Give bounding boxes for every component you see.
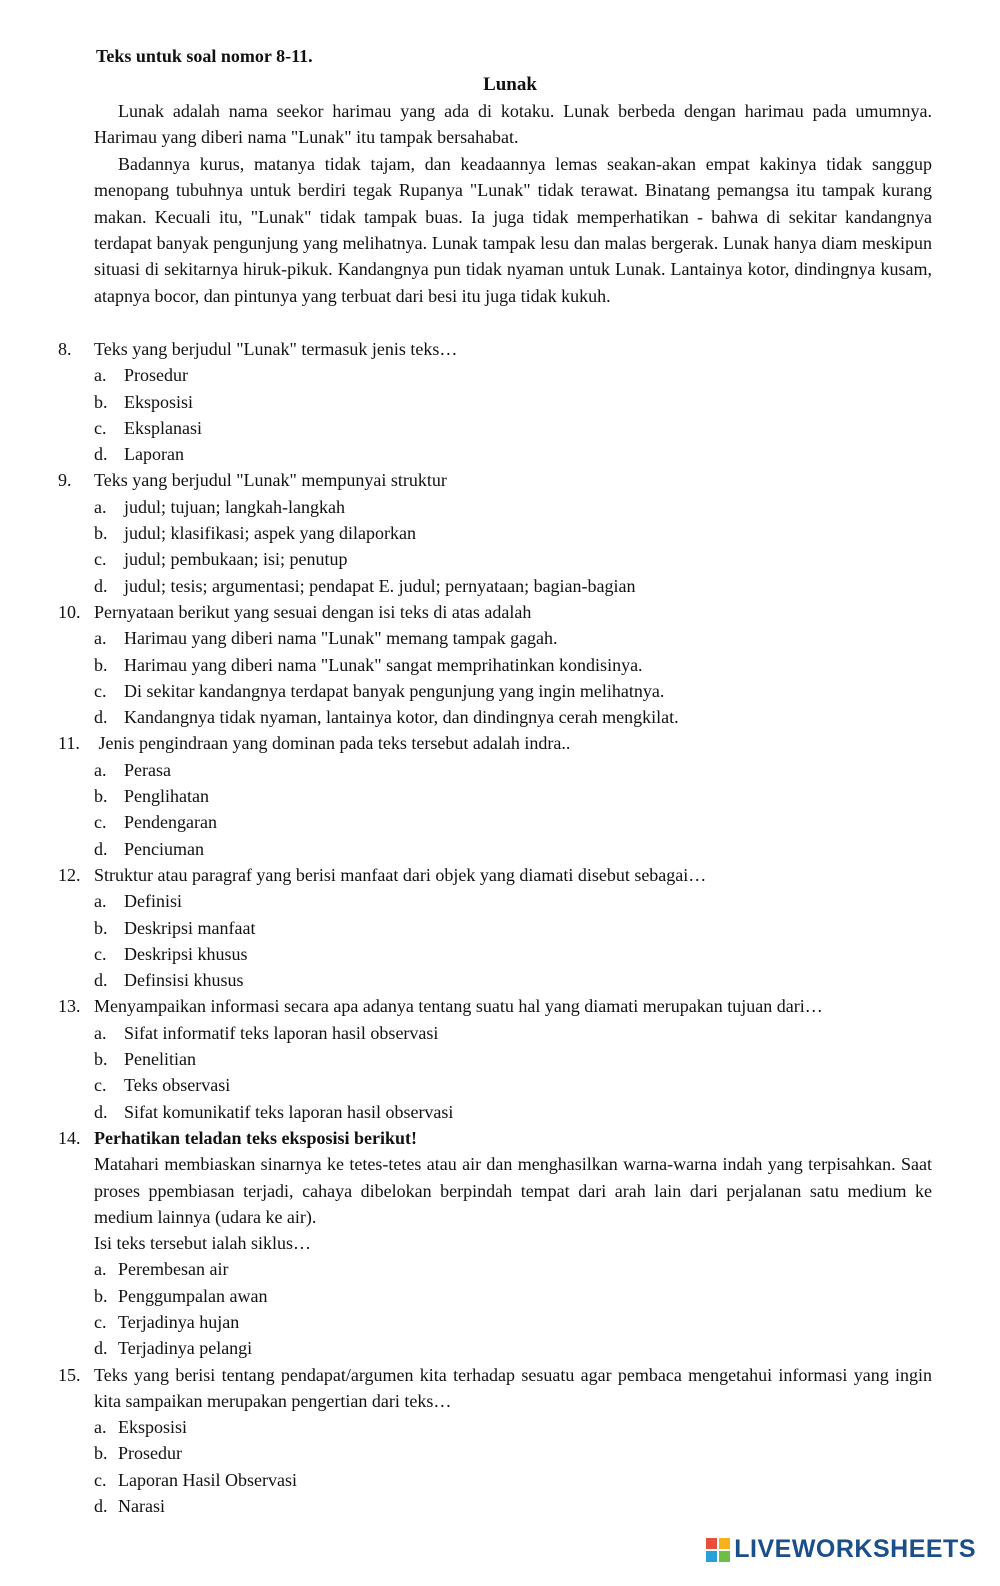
question-text: Teks yang berjudul "Lunak" termasuk jenis teks…	[94, 339, 458, 359]
question-number: 11.	[58, 733, 80, 754]
question-text: Teks yang berisi tentang pendapat/argumen kita terhadap sesuatu agar pembaca mengetahui informasi yang ingin kita sampaikan merupakan pengertian dari teks…	[94, 1364, 932, 1411]
option-letter: c.	[94, 812, 107, 833]
option-text: Eksposisi	[124, 391, 194, 412]
option-c[interactable]	[94, 415, 932, 441]
option-d[interactable]	[94, 836, 932, 862]
option-text: Terjadinya hujan	[118, 1311, 240, 1332]
option-text: Sifat informatif teks laporan hasil observasi	[124, 1022, 439, 1043]
option-c[interactable]	[94, 809, 932, 835]
option-d[interactable]	[94, 704, 932, 730]
option-letter: a.	[94, 496, 107, 517]
question-number: 15.	[58, 1364, 81, 1385]
option-a[interactable]	[94, 1020, 932, 1046]
question-11	[58, 730, 932, 861]
section-heading: Teks untuk soal nomor 8-11.	[96, 46, 313, 66]
option-letter: a.	[94, 365, 107, 386]
question-number: 9.	[58, 470, 72, 491]
question-12	[58, 862, 932, 993]
option-d[interactable]	[94, 441, 932, 467]
option-d[interactable]	[94, 1493, 932, 1519]
option-c[interactable]	[94, 941, 932, 967]
option-text: Perasa	[124, 759, 171, 780]
option-text: Deskripsi khusus	[124, 943, 248, 964]
option-d[interactable]	[94, 967, 932, 993]
question-number: 13.	[58, 996, 81, 1017]
option-d[interactable]	[94, 1099, 932, 1125]
option-text: Eksposisi	[118, 1417, 188, 1438]
question-text: Pernyataan berikut yang sesuai dengan isi teks di atas adalah	[94, 601, 532, 622]
option-text: Eksplanasi	[124, 417, 202, 438]
option-letter: c.	[94, 943, 107, 964]
option-letter: c.	[94, 1311, 107, 1332]
option-letter: b.	[94, 1285, 108, 1306]
option-c[interactable]	[94, 1072, 932, 1098]
option-text: Narasi	[118, 1496, 165, 1517]
question-text: Menyampaikan informasi secara apa adanya tentang suatu hal yang diamati merupakan tujuan dari…	[94, 996, 823, 1017]
question-number: 8.	[58, 339, 72, 359]
option-d[interactable]	[94, 573, 932, 599]
option-letter: d.	[94, 575, 108, 596]
option-a[interactable]	[94, 494, 932, 520]
option-letter: a.	[94, 1259, 107, 1280]
option-letter: d.	[94, 1101, 108, 1122]
question-8	[58, 336, 932, 467]
option-d[interactable]	[94, 1335, 932, 1361]
option-text: Penciuman	[124, 838, 204, 859]
question-text: Teks yang berjudul "Lunak" mempunyai struktur	[94, 470, 447, 491]
option-text: Prosedur	[118, 1443, 182, 1464]
option-b[interactable]	[94, 652, 932, 678]
option-a[interactable]	[94, 757, 932, 783]
option-letter: a.	[94, 759, 107, 780]
question-9	[58, 467, 932, 598]
option-text: Penglihatan	[124, 786, 209, 807]
option-letter: b.	[94, 786, 108, 807]
option-letter: b.	[94, 391, 108, 412]
question-text: Perhatikan teladan teks eksposisi berikut!	[94, 1127, 418, 1148]
option-letter: c.	[94, 549, 107, 570]
logo-square	[706, 1538, 717, 1549]
story-paragraph: Badannya kurus, matanya tidak tajam, dan keadaannya lemas seakan-akan empat kakinya tidak sanggup menopang tubuhnya untuk berdiri tegak Rupanya "Lunak" tidak terawat. Binatang pemangsa itu tampak kurang makan. Kecuali itu, "Lunak" tidak tampak buas. Ia juga tidak memperhatikan - bahwa di sekitar kandangnya terdapat banyak pengunjung yang melihatnya. Lunak tampak lesu dan malas bergerak. Lunak hanya diam meskipun situasi di sekitarnya hiruk-pikuk. Kandangnya pun tidak nyaman untuk Lunak. Lantainya kotor, dindingnya kusam, atapnya bocor, dan pintunya yang terbuat dari besi itu juga tidak kukuh.	[94, 153, 932, 306]
question-list	[58, 336, 932, 1519]
option-text: Definisi	[124, 891, 182, 912]
option-text: Perembesan air	[118, 1259, 229, 1280]
option-text: Terjadinya pelangi	[118, 1338, 253, 1359]
option-c[interactable]	[94, 546, 932, 572]
liveworksheets-logo-icon	[706, 1538, 730, 1562]
logo-square	[706, 1551, 717, 1562]
option-text: judul; pembukaan; isi; penutup	[124, 549, 348, 570]
option-text: Harimau yang diberi nama "Lunak" sangat memprihatinkan kondisinya.	[124, 654, 643, 675]
question-number: 12.	[58, 864, 81, 885]
option-letter: b.	[94, 1049, 108, 1070]
question-prompt: Isi teks tersebut ialah siklus…	[94, 1233, 311, 1254]
logo-text: LIVEWORKSHEETS	[734, 1535, 976, 1563]
option-text: Kandangnya tidak nyaman, lantainya kotor, dan dindingnya cerah mengkilat.	[124, 707, 679, 728]
question-15	[58, 1362, 932, 1520]
story-title: Lunak	[483, 74, 537, 95]
option-c[interactable]	[94, 1309, 932, 1335]
option-a[interactable]	[94, 1256, 932, 1282]
question-14	[58, 1125, 932, 1362]
option-text: Harimau yang diberi nama "Lunak" memang tampak gagah.	[124, 628, 558, 649]
option-letter: b.	[94, 917, 108, 938]
question-text: Struktur atau paragraf yang berisi manfaat dari objek yang diamati disebut sebagai…	[94, 864, 707, 885]
exposition-passage: Matahari membiaskan sinarnya ke tetes-tetes atau air dan menghasilkan warna-warna indah yang terpisahkan. Saat proses ppembiasan terjadi, cahaya dibelokan berpindah tempat dari arah lain dari perjalanan satu medium ke medium lainnya (udara ke air).	[94, 1154, 932, 1227]
option-text: Sifat komunikatif teks laporan hasil observasi	[124, 1101, 454, 1122]
option-letter: d.	[94, 444, 108, 465]
option-letter: d.	[94, 1338, 108, 1359]
option-text: Teks observasi	[124, 1075, 231, 1096]
option-text: judul; tujuan; langkah-langkah	[124, 496, 345, 517]
question-13	[58, 993, 932, 1124]
option-b[interactable]	[94, 915, 932, 941]
option-b[interactable]	[94, 1440, 932, 1466]
logo-square	[719, 1538, 730, 1549]
option-letter: a.	[94, 628, 107, 649]
option-c[interactable]	[94, 1467, 932, 1493]
option-c[interactable]	[94, 678, 932, 704]
option-a[interactable]	[94, 1414, 932, 1440]
option-b[interactable]	[94, 1283, 932, 1309]
option-text: Di sekitar kandangnya terdapat banyak pengunjung yang ingin melihatnya.	[124, 680, 665, 701]
option-letter: c.	[94, 680, 107, 701]
option-letter: c.	[94, 1469, 107, 1490]
option-letter: b.	[94, 1443, 108, 1464]
option-letter: d.	[94, 707, 108, 728]
option-text: Prosedur	[124, 365, 188, 386]
logo-square	[719, 1551, 730, 1562]
option-b[interactable]	[94, 389, 932, 415]
option-text: Laporan Hasil Observasi	[118, 1469, 297, 1490]
option-b[interactable]	[94, 783, 932, 809]
option-letter: b.	[94, 523, 108, 544]
option-text: Deskripsi manfaat	[124, 917, 256, 938]
option-a[interactable]	[94, 362, 932, 388]
option-letter: c.	[94, 1075, 107, 1096]
question-number: 14.	[58, 1127, 81, 1148]
option-text: Laporan	[124, 444, 184, 465]
option-text: judul; tesis; argumentasi; pendapat E. judul; pernyataan; bagian-bagian	[124, 575, 636, 596]
option-letter: a.	[94, 1022, 107, 1043]
option-a[interactable]	[94, 625, 932, 651]
story-text	[94, 98, 932, 309]
option-text: Pendengaran	[124, 812, 217, 833]
option-text: Definsisi khusus	[124, 970, 244, 991]
option-letter: a.	[94, 891, 107, 912]
question-text: Jenis pengindraan yang dominan pada teks tersebut adalah indra..	[94, 733, 571, 754]
option-a[interactable]	[94, 888, 932, 914]
option-letter: d.	[94, 970, 108, 991]
option-b[interactable]	[94, 1046, 932, 1072]
option-letter: d.	[94, 1496, 108, 1517]
question-number: 10.	[58, 601, 81, 622]
option-letter: a.	[94, 1417, 107, 1438]
liveworksheets-logo	[706, 1535, 976, 1564]
option-text: Penggumpalan awan	[118, 1285, 268, 1306]
option-letter: c.	[94, 417, 107, 438]
option-letter: b.	[94, 654, 108, 675]
option-b[interactable]	[94, 520, 932, 546]
option-text: Penelitian	[124, 1049, 196, 1070]
option-letter: d.	[94, 838, 108, 859]
option-text: judul; klasifikasi; aspek yang dilaporkan	[124, 523, 416, 544]
story-paragraph: Lunak adalah nama seekor harimau yang ada di kotaku. Lunak berbeda dengan harimau pada umumnya. Harimau yang diberi nama "Lunak" itu tampak bersahabat.	[94, 101, 932, 148]
question-10	[58, 599, 932, 730]
